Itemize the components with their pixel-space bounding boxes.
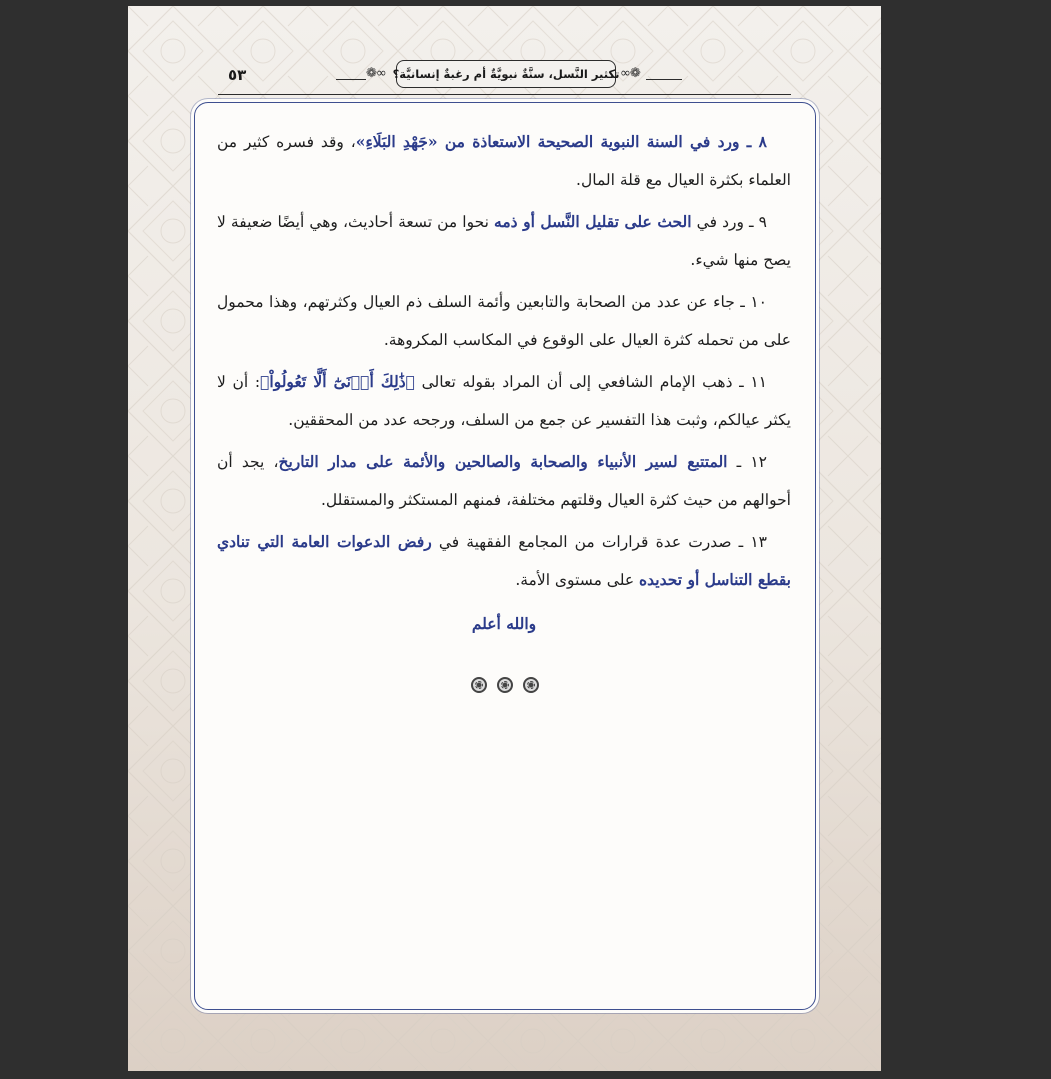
rosette-icon (497, 677, 513, 693)
flourish-left-icon: ❁∞ (366, 66, 386, 81)
paragraph-p11 (217, 363, 791, 439)
page-number: ٥٣ (228, 66, 247, 84)
content-frame (194, 102, 816, 1010)
body-text (217, 123, 791, 643)
section-end-ornaments (195, 677, 815, 693)
paragraph-text: ، وقد فسره كثير من العلماء بكثرة العيال مع قلة المال. (217, 133, 791, 189)
rosette-icon (471, 677, 487, 693)
closing-phrase: والله أعلم (471, 614, 537, 633)
header-title-box (392, 60, 620, 88)
highlighted-text: الحث على تقليل النَّسل أو ذمه (494, 212, 692, 231)
paragraph-text: على مستوى الأمة. (515, 571, 640, 589)
highlighted-text: ٨ ـ ورد في السنة النبوية الصحيحة الاستعاذة من «جَهْدِ البَلَاءِ» (355, 132, 767, 151)
header-rule-left (336, 79, 366, 80)
paragraph-text: ١٣ ـ صدرت عدة قرارات من المجامع الفقهية في (431, 533, 767, 551)
paragraph-text: : أن لا يكثر عيالكم، وثبت هذا التفسير عن جمع من السلف، ورجحه عدد من المحققين. (217, 373, 791, 429)
paragraph-p13 (217, 523, 791, 599)
paragraph-p10 (217, 283, 791, 359)
header-title: تكثير النَّسل، سنَّةٌ نبويَّةٌ أم رغبةٌ إنسانيَّة؟ (392, 67, 620, 81)
highlighted-text: المتتبع لسير الأنبياء والصحابة والصالحين والأئمة على مدار التاريخ (278, 452, 728, 471)
paragraph-text: ١٠ ـ جاء عن عدد من الصحابة والتابعين وأئمة السلف ذم العيال وكثرتهم، وهذا محمول على من تحمله كثرة العيال على الوقوع في المكاسب المكروهة. (217, 293, 791, 349)
header-divider (218, 94, 791, 95)
header-rule-right (646, 79, 682, 80)
paragraph-text: ٩ ـ ورد في (691, 213, 767, 231)
paragraph-text: ١١ ـ ذهب الإمام الشافعي إلى أن المراد بقوله تعالى (414, 373, 768, 391)
paragraph-text: نحوا من تسعة أحاديث، وهي أيضًا ضعيفة لا يصح منها شيء. (217, 213, 791, 269)
running-header (218, 58, 791, 98)
paragraph-text: ١٢ ـ (727, 453, 767, 471)
paragraph-p8 (217, 123, 791, 199)
highlighted-text: ﴿ذَٰلِكَ أَدۡنَىٰٓ أَلَّا تَعُولُواْ﴾ (260, 372, 415, 391)
rosette-icon (523, 677, 539, 693)
paragraph-text: ، يجد أن أحوالهم من حيث كثرة العيال وقلتهم مختلفة، فمنهم المستكثر والمستقلل. (217, 453, 791, 509)
document-page (128, 6, 881, 1071)
highlighted-text: رفض الدعوات العامة التي تنادي بقطع التناسل أو تحديده (217, 532, 791, 589)
flourish-right-icon: ∞❁ (620, 66, 640, 81)
paragraph-p12 (217, 443, 791, 519)
paragraph-p9 (217, 203, 791, 279)
